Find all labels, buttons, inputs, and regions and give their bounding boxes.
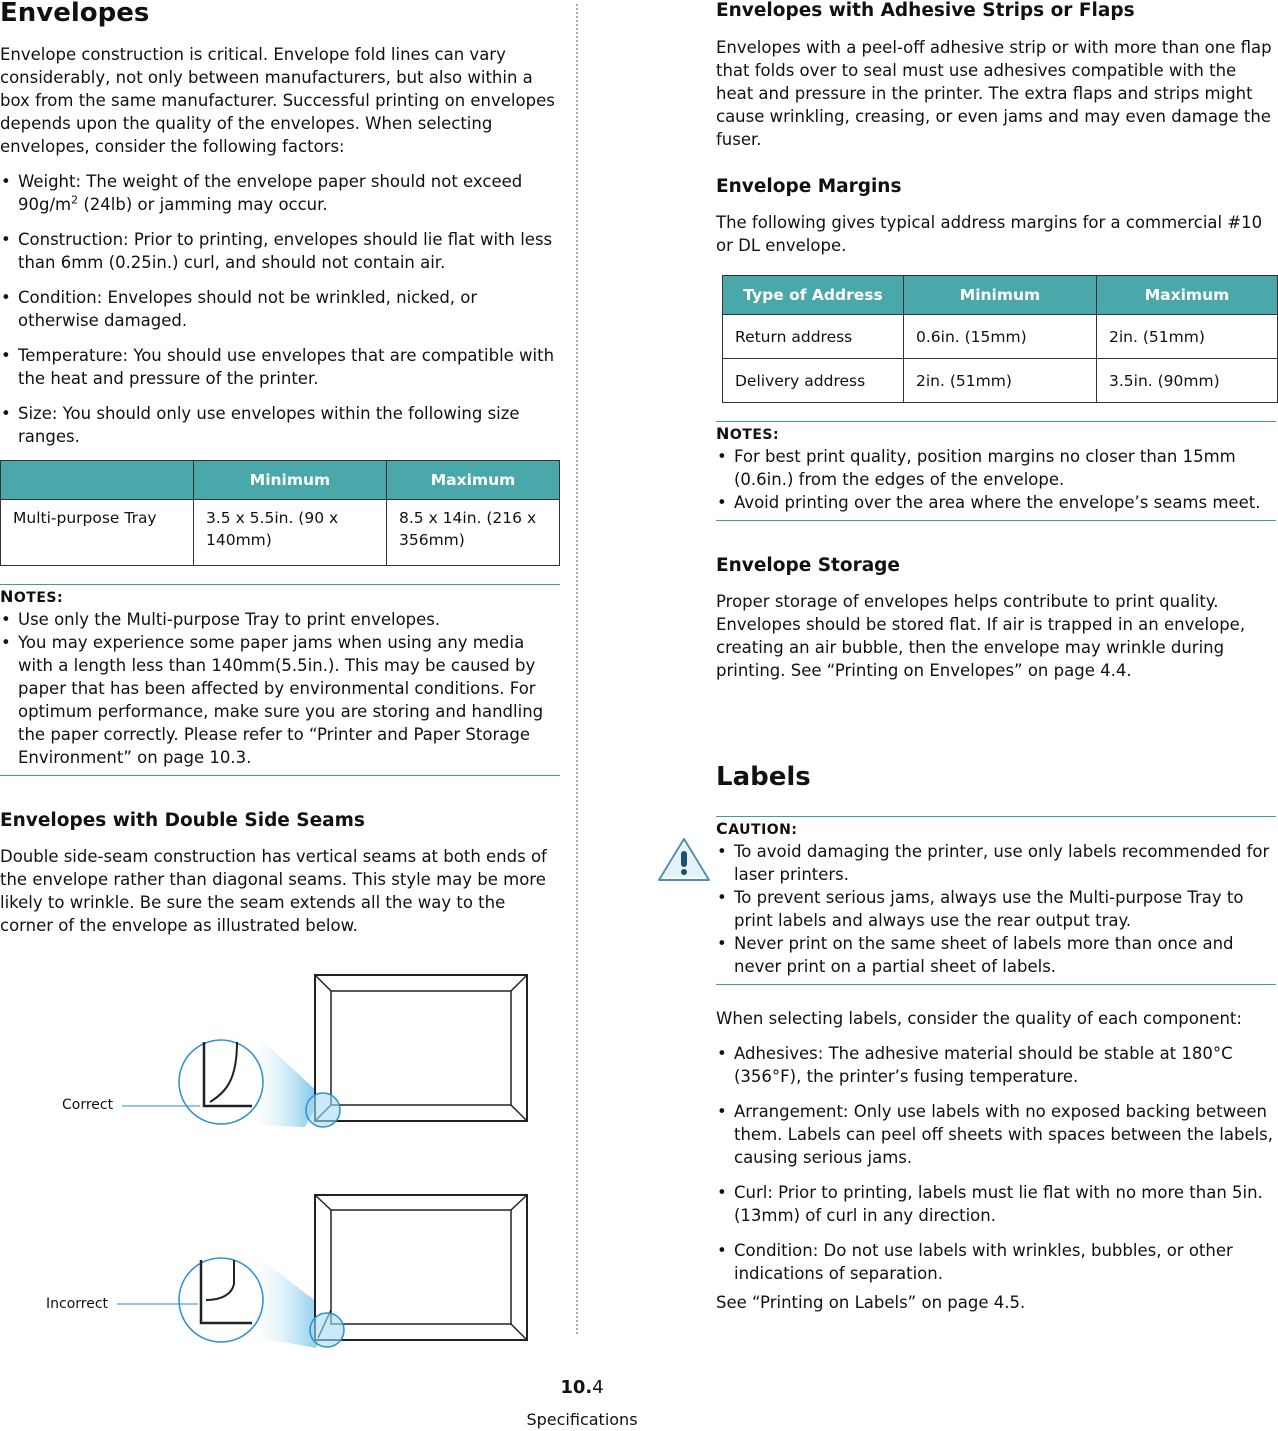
table-cell: 0.6in. (15mm) — [904, 315, 1097, 359]
page-number: 10.4 — [560, 1377, 604, 1398]
table-header-row — [1, 461, 560, 500]
table-cell: 2in. (51mm) — [904, 359, 1097, 403]
envelope-size-table — [0, 460, 560, 566]
table-cell: 8.5 x 14in. (216 x 356mm) — [387, 500, 560, 566]
table-row — [723, 315, 1278, 359]
list-item: • Temperature: You should use envelopes that are compatible with the heat and pressure of the printer. — [0, 344, 560, 390]
caution-label: CAUTION: — [716, 819, 798, 838]
list-item: • You may experience some paper jams when using any media with a length less than 140mm(5.5in.). This may be caused by paper that has been affected by environmental conditions. For optimum performance, make sure you are storing and handling the paper correctly. Please refer to “Printer and Paper Storage Environment” on page 10.3. — [0, 631, 560, 769]
table-header: Minimum — [904, 276, 1097, 315]
labels-heading: Labels — [716, 762, 811, 792]
list-item: • To avoid damaging the printer, use only labels recommended for laser printers. — [716, 840, 1276, 886]
notes-list — [716, 445, 1276, 514]
caution-list — [716, 840, 1276, 978]
caution-icon — [656, 836, 712, 884]
table-header — [1, 461, 194, 500]
list-item: • Never print on the same sheet of labels more than once and never print on a partial sheet of labels. — [716, 932, 1276, 978]
list-item: • Arrangement: Only use labels with no exposed backing between them. Labels can peel off sheets with spaces between the labels, causing serious jams. — [716, 1100, 1276, 1169]
factor-weight-tail: (24lb) or jamming may occur. — [78, 195, 328, 214]
list-item: • Construction: Prior to printing, envelopes should lie flat with less than 6mm (0.25in.) curl, and should not contain air. — [0, 228, 560, 274]
table-cell: Multi-purpose Tray — [1, 500, 194, 566]
double-seams-text: Double side-seam construction has vertical seams at both ends of the envelope rather than diagonal seams. This style may be more likely to wrinkle. Be sure the seam extends all the way to the corner of the envelope as illustrated below. — [0, 847, 547, 935]
column-divider — [576, 4, 578, 1334]
table-cell: 2in. (51mm) — [1097, 315, 1278, 359]
list-item: • Use only the Multi-purpose Tray to print envelopes. — [0, 608, 560, 631]
left-column — [0, 0, 560, 937]
notes-label: NOTES: — [0, 587, 64, 606]
address-margins-table — [722, 275, 1278, 403]
envelope-factors-list — [0, 170, 560, 448]
list-item: • For best print quality, position margins no closer than 15mm (0.6in.) from the edges of the envelope. — [716, 445, 1276, 491]
correct-label: Correct — [62, 1097, 114, 1113]
margin-notes — [716, 421, 1276, 521]
table-header: Maximum — [387, 461, 560, 500]
table-cell: 3.5 x 5.5in. (90 x 140mm) — [194, 500, 387, 566]
list-item: • Condition: Do not use labels with wrinkles, bubbles, or other indications of separation. — [716, 1239, 1276, 1285]
table-header: Type of Address — [723, 276, 904, 315]
superscript: 2 — [71, 193, 79, 207]
table-header: Maximum — [1097, 276, 1278, 315]
margins-text: The following gives typical address margins for a commercial #10 or DL envelope. — [716, 213, 1263, 255]
list-item: • Avoid printing over the area where the envelope’s seams meet. — [716, 491, 1276, 514]
list-item — [0, 170, 560, 216]
list-item: • Curl: Prior to printing, labels must lie flat with no more than 5in. (13mm) of curl in any direction. — [716, 1181, 1276, 1227]
correct-envelope — [122, 975, 527, 1127]
right-column — [716, 0, 1276, 1314]
table-cell: Return address — [723, 315, 904, 359]
table-header-row — [723, 276, 1278, 315]
section-footer: Specifications — [526, 1410, 638, 1429]
table-header: Minimum — [194, 461, 387, 500]
envelopes-intro: Envelope construction is critical. Envelope fold lines can vary considerably, not only between manufacturers, but also within a box from the same manufacturer. Successful printing on envelopes depends upon the quality of the envelopes. When selecting envelopes, consider the following factors: — [0, 45, 555, 156]
double-seams-heading: Envelopes with Double Side Seams — [0, 810, 365, 831]
list-item: • Adhesives: The adhesive material should be stable at 180°C (356°F), the printer’s fusing temperature. — [716, 1042, 1276, 1088]
table-row — [723, 359, 1278, 403]
table-row — [1, 500, 560, 566]
storage-text: Proper storage of envelopes helps contribute to print quality. Envelopes should be stored flat. If air is trapped in an envelope, creating an air bubble, then the envelope may wrinkle during printing. See “Printing on Envelopes” on page 4.4. — [716, 592, 1246, 680]
labels-intro: When selecting labels, consider the quality of each component: — [716, 1009, 1242, 1028]
incorrect-envelope — [117, 1195, 527, 1348]
adhesive-heading: Envelopes with Adhesive Strips or Flaps — [716, 0, 1135, 21]
storage-heading: Envelope Storage — [716, 555, 900, 576]
list-item: • Condition: Envelopes should not be wrinkled, nicked, or otherwise damaged. — [0, 286, 560, 332]
envelope-notes — [0, 584, 560, 776]
factor-weight-text: Weight: The weight of the envelope paper should not exceed 90g/m — [18, 172, 523, 214]
notes-label: NOTES: — [716, 424, 780, 443]
notes-list — [0, 608, 560, 769]
incorrect-label: Incorrect — [46, 1296, 109, 1312]
list-item: • Size: You should only use envelopes within the following size ranges. — [0, 402, 560, 448]
margins-heading: Envelope Margins — [716, 176, 902, 197]
label-factors-list — [716, 1042, 1276, 1285]
table-cell: 3.5in. (90mm) — [1097, 359, 1278, 403]
labels-see-also: See “Printing on Labels” on page 4.5. — [716, 1293, 1026, 1312]
labels-caution — [716, 816, 1276, 985]
table-cell: Delivery address — [723, 359, 904, 403]
list-item: • To prevent serious jams, always use the Multi-purpose Tray to print labels and always use the rear output tray. — [716, 886, 1276, 932]
envelopes-heading: Envelopes — [0, 0, 150, 28]
adhesive-text: Envelopes with a peel-off adhesive strip or with more than one flap that folds over to seal must use adhesives compatible with the heat and pressure in the printer. The extra flaps and strips might cause wrinkling, creasing, or even jams and may even damage the fuser. — [716, 38, 1272, 149]
